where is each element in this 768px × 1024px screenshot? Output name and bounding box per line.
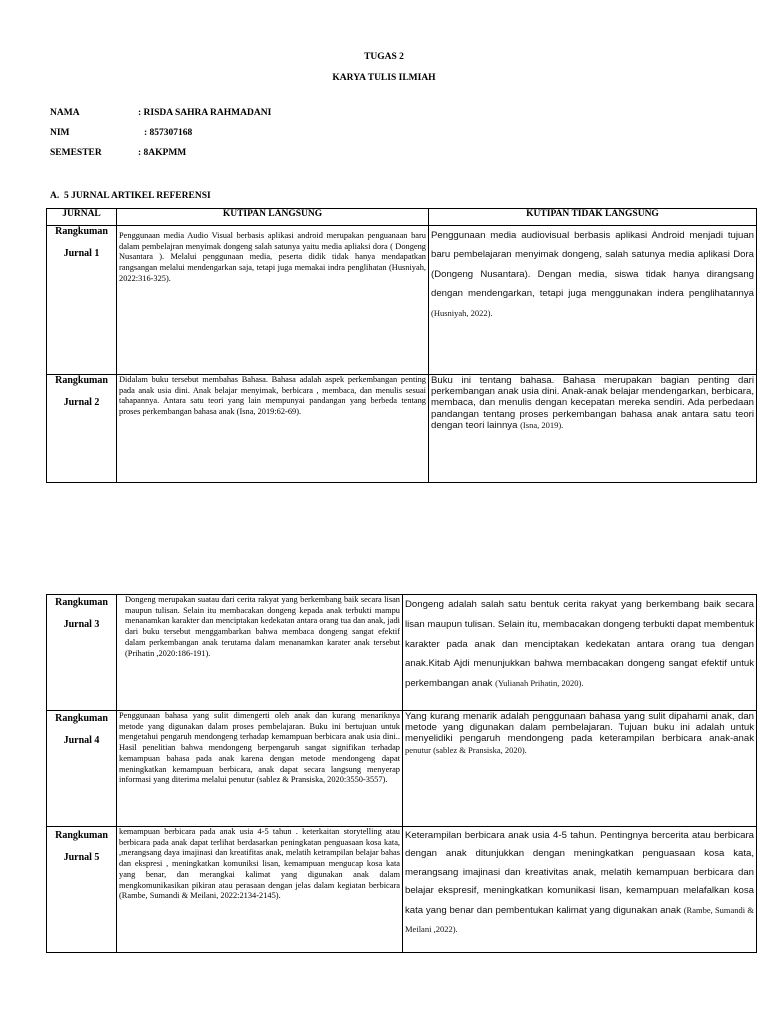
kutipan-tidak-langsung-cell [429, 226, 757, 375]
table-header-row [47, 209, 757, 226]
kutipan-tidak-langsung-text: Dongeng adalah salah satu bentuk cerita rakyat yang berkembang baik secara lisan maupun tulisan. Selain itu, membacakan dongeng terbukti dapat membentuk karakter pada anak dan menciptakan kedekatan antara orang tua dengan anak.Kitab Ajdi menunjukkan bahwa membacakan dongeng sangat efektif untuk perkembangan anak [405, 599, 754, 690]
table-row [47, 595, 757, 711]
table-row [47, 375, 757, 483]
kutipan-tidak-langsung-cell [403, 711, 757, 827]
jurnal-label: Jurnal 2 [63, 397, 100, 408]
rangkuman-label: Rangkuman [55, 226, 108, 237]
row-label-cell [47, 711, 117, 827]
kutipan-langsung-cell: Penggunaan media Audio Visual berbasis aplikasi android merupakan penguanaan baru dalam pembelajran menyimak dongeng salah satunya yaitu media apliaksi dora ( Dongeng Nusantara ). Melalui penggunaan media, peserta didik tidak hanya mendapatkan rangsangan melalui mendengarkan saja, tetapi juga memakai indra penglihatan (Husniyah, 2022:316-325). [117, 226, 429, 375]
kutipan-tidak-langsung-text: Buku ini tentang bahasa. Bahasa merupakan bagian penting dari perkembangan anak usia dini. Anak-anak belajar mendengarkan, berbicara, membaca, dan menulis dengan kecepatan mereka sendiri. Ada perbedaan pandangan tentang proses perkembangan bahasa anak antara satu teori dengan teori lainnya [431, 375, 754, 431]
rangkuman-label: Rangkuman [55, 375, 108, 386]
row-label-cell [47, 827, 117, 953]
table-row [47, 711, 757, 827]
kutipan-tidak-langsung-cell [403, 827, 757, 953]
kutipan-tidak-langsung-cell [403, 595, 757, 711]
citation: (Yulianah Prihatin, 2020). [495, 678, 584, 689]
kutipan-tidak-langsung-text: Keterampilan berbicara anak usia 4-5 tahun. Pentingnya bercerita atau berbicara dengan anak ditunjukkan dengan meningkatkan penguasaan kosa kata, merangsang imajinasi dan kreativitas anak, melatih kemampuan berbicara dan belajar ekspresif, meningkatkan komunikasi lisan, kemampuan melafalkan kosa kata yang benar dan pembentukan kalimat yang digunakan anak [405, 830, 754, 916]
table-row [47, 827, 757, 953]
kutipan-tidak-langsung-cell [429, 375, 757, 483]
identity-value-nama: : RISDA SAHRA RAHMADANI [138, 108, 272, 118]
identity-value-semester: : 8AKPMM [138, 148, 187, 158]
jurnal-label: Jurnal 3 [63, 619, 100, 630]
section-title: A. 5 JURNAL ARTIKEL REFERENSI [50, 191, 211, 201]
identity-label-semester: SEMESTER [50, 148, 102, 158]
citation: penutur (sablez & Pransiska, 2020). [405, 744, 527, 755]
document-title: KARYA TULIS ILMIAH [332, 73, 436, 83]
kutipan-tidak-langsung-text: Yang kurang menarik adalah penggunaan bahasa yang sulit dipahami anak, dan metode yang digunakan dalam pembelajaran. Tujuan buku ini adalah untuk menyelidiki pengaruh mendongeng pada keterampilan berbicara anak-anak [405, 711, 754, 745]
jurnal-label: Jurnal 4 [63, 735, 100, 746]
citation: (Rambe, Sumandi & Meilani ,2022). [405, 904, 754, 935]
jurnal-label: Jurnal 5 [63, 852, 100, 863]
citation: (Husniyah, 2022). [431, 307, 493, 318]
row-label-cell [47, 375, 117, 483]
task-title: TUGAS 2 [364, 52, 404, 62]
header-kutipan-langsung: KUTIPAN LANGSUNG [117, 209, 429, 226]
citation: (Isna, 2019). [520, 419, 564, 430]
kutipan-langsung-cell: Penggunaan bahasa yang sulit dimengerti oleh anak dan kurang menariknya metode yang digunakan dalam proses pembelajaran. Buku ini bertujuan untuk mengetahui pengaruh mendongeng terhadap kemampuan berbicara anak usia dini.. Hasil penelitian bahwa mendongeng berpengaruh sangat signifikan terhadap kemampuan bahasa pada anak karena dengan metode mendongeng dapat meningkatkan kemampuan berbicara, anak dapat secara langsung menyerap informasi yang diterima melalui penutur (sablez & Pransiska, 2020:3550-3557). [117, 711, 403, 827]
kutipan-tidak-langsung-text: Penggunaan media audiovisual berbasis aplikasi Android menjadi tujuan baru pembelajaran menyimak dongeng, salah satunya media aplikasi Dora (Dongeng Nusantara). Dengan media, siswa tidak hanya dirangsang dengan mendengarkan, tetapi juga menggunakan indera penglihatannya [431, 230, 754, 300]
header-jurnal: JURNAL [47, 209, 117, 226]
rangkuman-label: Rangkuman [55, 713, 108, 724]
jurnal-label: Jurnal 1 [63, 248, 100, 259]
references-table-page-2 [46, 594, 757, 953]
kutipan-langsung-cell: Dongeng merupakan suatau dari cerita rakyat yang berkembang baik secara lisan maupun tulisan. Selain itu membacakan dongeng kepada anak terbukti mampu menanamkan karakter dan menciptakan kedekatan antara orang tua dan anak, jadi dari buku tersebut menggambarkan bahwa membaca dongeng sangat efektif dalam perkembangan anak terutama dalam menanamkan karater anak tersebut (Prihatin ,2020:186-191). [117, 595, 403, 711]
rangkuman-label: Rangkuman [55, 830, 108, 841]
identity-label-nama: NAMA [50, 108, 80, 118]
table-row [47, 226, 757, 375]
identity-value-nim: : 857307168 [144, 128, 193, 138]
identity-label-nim: NIM [50, 128, 70, 138]
row-label-cell [47, 595, 117, 711]
references-table-page-1 [46, 208, 757, 483]
kutipan-langsung-cell: kemampuan berbicara pada anak usia 4-5 tahun . keterkaitan storytelling atau berbicara pada anak dapat terlihat berdasarkan peningkatan penguasaan kosa kata, ,merangsang daya imajinasi dan kreatifitas anak, melatih ketrampilan belajar bahas dan ekspresi , meningkatkan komuniksi lisan, kemampuan mengucap kosa kata yang benar, dan merangkai kalimat yang digunakan anak dalam mengkomunikasikan pikiran atau perasaan dengan jelas dalam kegiatan berbicara (Rambe, Sumandi & Meilani, 2022:2134-2145). [117, 827, 403, 953]
row-label-cell [47, 226, 117, 375]
kutipan-langsung-cell: Didalam buku tersebut membahas Bahasa. Bahasa adalah aspek perkembangan penting pada anak usia dini. Anak belajar menyimak, berbicara , membaca, dan menulis sesuai tahapannya. Antara satu teori yang lain mempunyai pandangan yang berbeda tentang proses perkembangan bahasa anak (Isna, 2019:62-69). [117, 375, 429, 483]
header-kutipan-tidak-langsung: KUTIPAN TIDAK LANGSUNG [429, 209, 757, 226]
rangkuman-label: Rangkuman [55, 597, 108, 608]
